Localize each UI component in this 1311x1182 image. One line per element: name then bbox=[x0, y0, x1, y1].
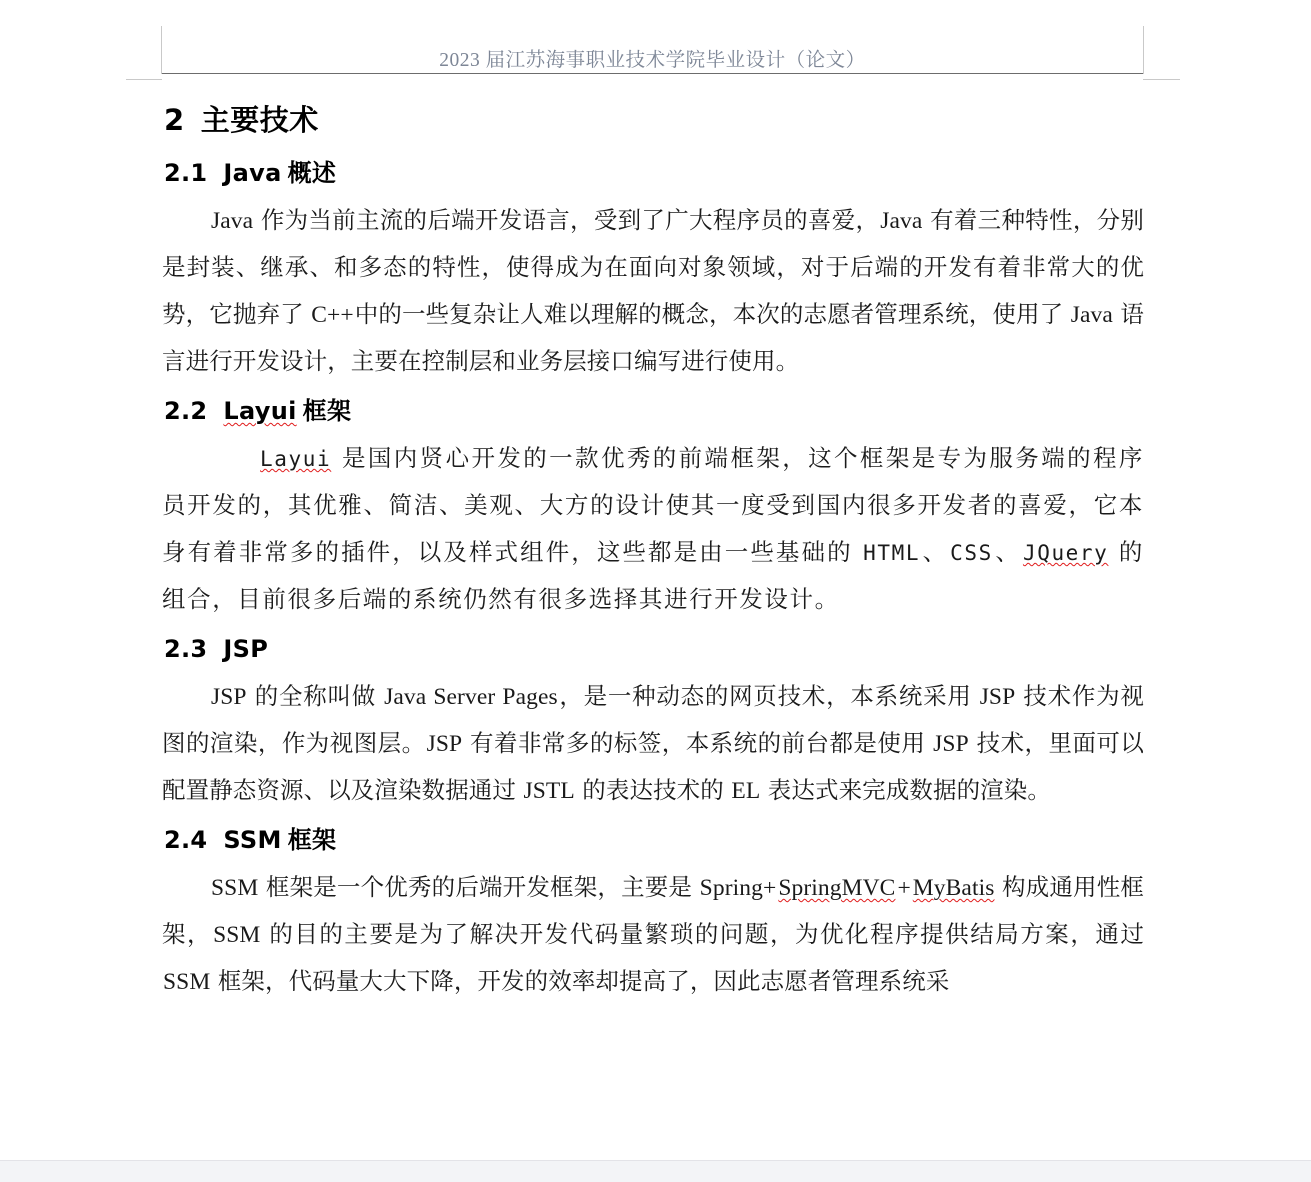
section-number-2-2: 2.2 bbox=[164, 397, 208, 425]
section-title-latin-2-2: Layui bbox=[223, 397, 297, 425]
para-2-2-run-4: CSS bbox=[950, 541, 993, 565]
para-2-3-run-12: EL bbox=[731, 778, 761, 804]
para-2-4-run-lead: SSM bbox=[211, 875, 259, 901]
paragraph-2-3 bbox=[162, 674, 1144, 815]
chapter-number: 2 bbox=[164, 103, 185, 137]
header-margin-mark-top-right bbox=[1143, 26, 1144, 74]
para-2-4-run-3: SpringMVC bbox=[778, 875, 896, 901]
para-2-2-run-2: HTML bbox=[863, 541, 921, 565]
para-2-4-run-9: SSM bbox=[163, 969, 211, 995]
para-2-4-run-6: 构成通用性框架， bbox=[162, 875, 1145, 948]
section-title-latin-2-3: JSP bbox=[223, 635, 269, 663]
para-2-2-run-6: JQuery bbox=[1022, 541, 1109, 565]
section-title-latin-2-4: SSM bbox=[223, 826, 282, 854]
para-2-3-run-lead: JSP bbox=[211, 684, 247, 710]
para-2-3-run-7: 有着非常多的标签，本系统的前台都是使用 bbox=[463, 731, 933, 757]
para-2-4-run-8: 的目的主要是为了解决开发代码量繁琐的问题，为优化程序提供结局方案，通过 bbox=[261, 922, 1145, 948]
header-horizontal-rule bbox=[162, 73, 1143, 74]
section-title-cjk-2-1: 概述 bbox=[287, 159, 337, 187]
section-title-cjk-2-2: 框架 bbox=[302, 397, 352, 425]
para-2-1-run-6: Java bbox=[1070, 302, 1113, 328]
para-2-4-run-1: 框架是一个优秀的后端开发框架，主要是 bbox=[259, 875, 699, 901]
chapter-title: 主要技术 bbox=[200, 103, 319, 137]
section-number-2-1: 2.1 bbox=[164, 159, 208, 187]
para-2-3-run-10: JSTL bbox=[523, 778, 575, 804]
paragraph-2-1 bbox=[162, 198, 1144, 386]
section-number-2-3: 2.3 bbox=[164, 635, 208, 663]
para-2-1-run-4: C++ bbox=[311, 302, 354, 328]
header-margin-mark-bottom-right bbox=[1143, 79, 1180, 80]
chapter-heading bbox=[162, 92, 1144, 148]
para-2-3-run-3: ，是一种动态的网页技术，本系统采用 bbox=[558, 684, 979, 710]
para-2-2-run-7: 的组合，目前很多后端的系统仍然有很多选择其进行开发设计。 bbox=[162, 540, 1144, 613]
para-2-4-run-5: MyBatis bbox=[912, 875, 995, 901]
paragraph-2-2 bbox=[162, 436, 1144, 624]
para-2-3-run-1: 的全称叫做 bbox=[247, 684, 384, 710]
page-gutter-below bbox=[0, 1160, 1311, 1182]
para-2-1-run-7: 语言进行开发设计，主要在控制层和业务层接口编写进行使用。 bbox=[162, 302, 1144, 375]
para-2-2-run-5: 、 bbox=[994, 540, 1021, 566]
para-2-4-run-10: 框架，代码量大大下降，开发的效率却提高了，因此志愿者管理系统采 bbox=[211, 969, 950, 995]
document-body bbox=[162, 92, 1144, 1006]
para-2-3-run-2: Java Server Pages bbox=[384, 684, 558, 710]
para-2-3-run-9: 技术，里面可以配置静态资源、以及渲染数据通过 bbox=[162, 731, 1144, 804]
para-2-3-run-13: 表达式来完成数据的渲染。 bbox=[761, 778, 1051, 804]
para-2-2-run-1: 是国内贤心开发的一款优秀的前端框架，这个框架是专为服务端的程序员开发的，其优雅、简洁、美观、大方的设计使其一度受到国内很多开发者的喜爱，它本身有着非常多的插件，以及样式组件，这些都是由一些基础的 bbox=[162, 446, 1144, 566]
para-2-3-run-11: 的表达技术的 bbox=[575, 778, 731, 804]
section-heading-2-2 bbox=[162, 386, 1144, 436]
para-2-2-run-3: 、 bbox=[922, 540, 949, 566]
paragraph-2-4 bbox=[162, 865, 1144, 1006]
para-2-4-run-4: + bbox=[897, 875, 911, 901]
para-2-1-run-1: 作为当前主流的后端开发语言，受到了广大程序员的喜爱， bbox=[254, 208, 880, 234]
para-2-1-run-lead: Java bbox=[211, 208, 254, 234]
para-2-3-run-6: JSP bbox=[426, 731, 463, 757]
para-2-3-run-8: JSP bbox=[933, 731, 969, 757]
header-margin-mark-top-left bbox=[161, 26, 162, 74]
header-title-text: 2023 届江苏海事职业技术学院毕业设计（论文） bbox=[439, 50, 866, 71]
para-2-1-run-3: 有着三种特性，分别是封装、继承、和多态的特性，使得成为在面向对象领域，对于后端的开发有着非常大的优势，它抛弃了 bbox=[162, 208, 1144, 328]
para-2-3-run-5: 技术作为视图的渲染，作为视图层。 bbox=[162, 684, 1144, 757]
para-2-3-run-4: JSP bbox=[979, 684, 1016, 710]
para-2-4-run-2: Spring+ bbox=[699, 875, 777, 901]
section-title-latin-2-1: Java bbox=[223, 159, 282, 187]
para-2-1-run-5: 中的一些复杂让人难以理解的概念，本次的志愿者管理系统，使用了 bbox=[354, 302, 1070, 328]
page-header bbox=[0, 0, 1311, 84]
section-title-cjk-2-4: 框架 bbox=[287, 826, 337, 854]
para-2-4-run-7: SSM bbox=[213, 922, 261, 948]
para-2-1-run-2: Java bbox=[880, 208, 923, 234]
header-margin-mark-bottom-left bbox=[126, 79, 162, 80]
section-heading-2-3 bbox=[162, 624, 1144, 674]
para-2-2-run-lead: Layui bbox=[260, 447, 332, 471]
section-heading-2-1 bbox=[162, 148, 1144, 198]
section-heading-2-4 bbox=[162, 815, 1144, 865]
section-number-2-4: 2.4 bbox=[164, 826, 208, 854]
